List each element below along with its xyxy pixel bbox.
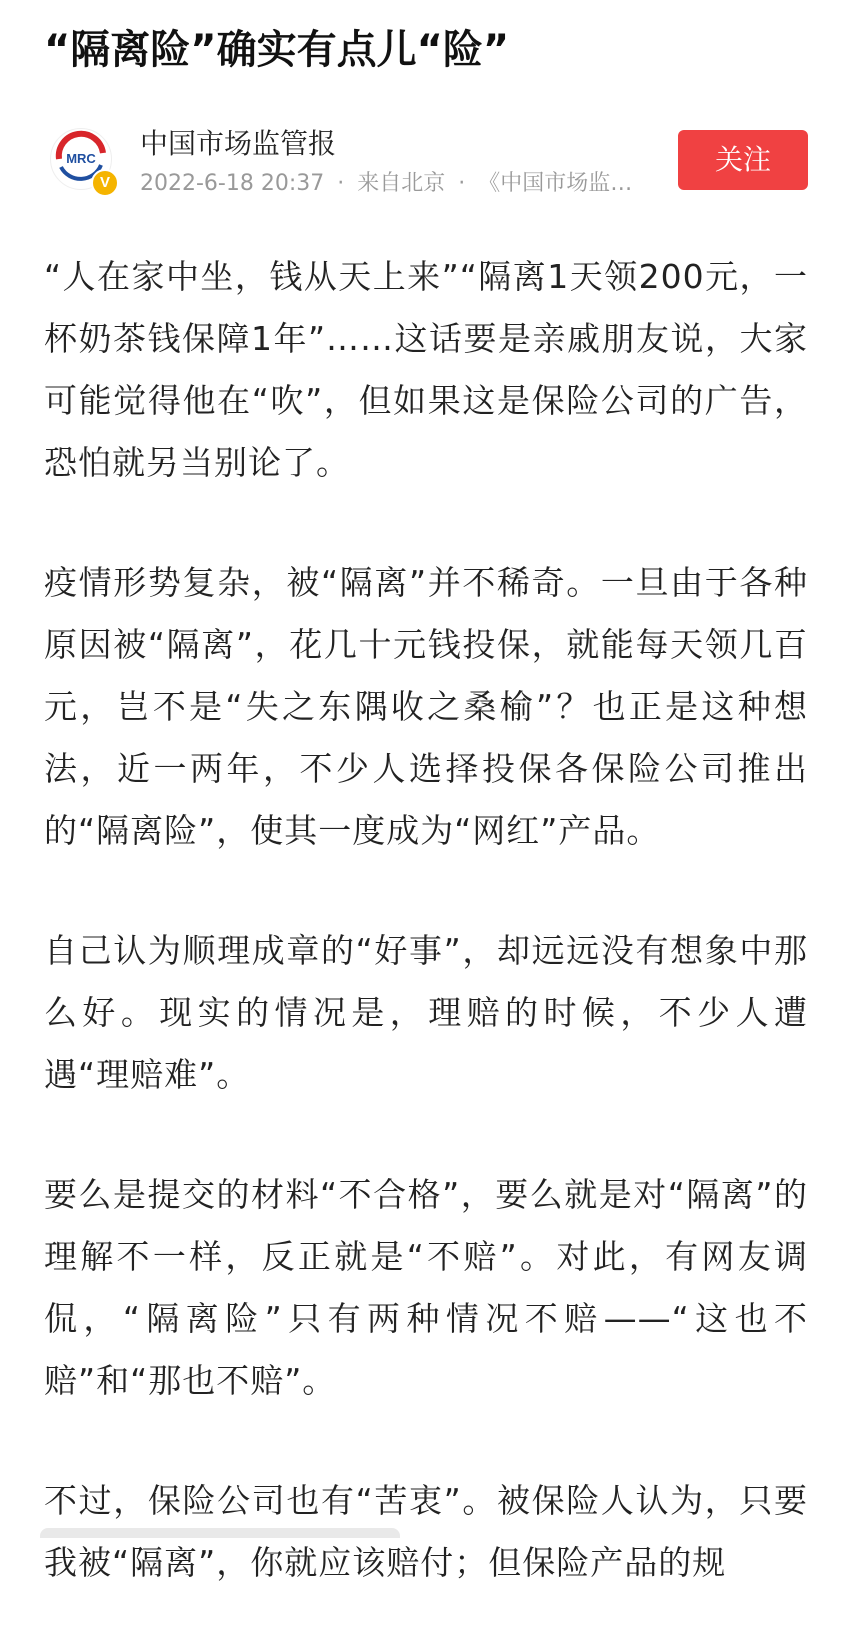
article-body [44, 246, 808, 1652]
article-paragraph: “人在家中坐，钱从天上来”“隔离1天领200元，一杯奶茶钱保障1年”……这话要是亲戚朋友说，大家可能觉得他在“吹”，但如果这是保险公司的广告，恐怕就另当别论了。 [44, 257, 808, 482]
article-source[interactable]: 《中国市场监… [478, 171, 633, 196]
publish-date: 2022-6-18 20:37 [140, 171, 325, 196]
article-title: “隔离险”确实有点儿“险” [44, 27, 510, 73]
article-paragraph: 要么是提交的材料“不合格”，要么就是对“隔离”的理解不一样，反正就是“不赔”。对此，有网友调侃，“隔离险”只有两种情况不赔——“这也不赔”和“那也不赔”。 [44, 1175, 808, 1400]
article-paragraph: 不过，保险公司也有“苦衷”。被保险人认为，只要我被“隔离”，你就应该赔付；但保险产品的规 [44, 1481, 808, 1582]
meta-separator: · [458, 171, 466, 196]
author-avatar[interactable] [50, 128, 112, 190]
follow-button[interactable]: 关注 [678, 130, 808, 190]
author-name[interactable]: 中国市场监管报 [140, 127, 337, 160]
avatar-logo-text: MRC [66, 151, 96, 166]
article-paragraph: 自己认为顺理成章的“好事”，却远远没有想象中那么好。现实的情况是，理赔的时候，不少人遭遇“理赔难”。 [44, 931, 808, 1094]
article-paragraph: 疫情形势复杂，被“隔离”并不稀奇。一旦由于各种原因被“隔离”，花几十元钱投保，就能每天领几百元，岂不是“失之东隅收之桑榆”？也正是这种想法，近一两年，不少人选择投保各保险公司推出的“隔离险”，使其一度成为“网红”产品。 [44, 563, 808, 850]
bottom-toolbar-edge [40, 1528, 400, 1538]
article-meta [140, 168, 640, 200]
author-row [44, 124, 808, 204]
verified-badge-icon: V [91, 169, 119, 197]
meta-separator: · [337, 171, 345, 196]
publish-location: 来自北京 [357, 171, 446, 196]
